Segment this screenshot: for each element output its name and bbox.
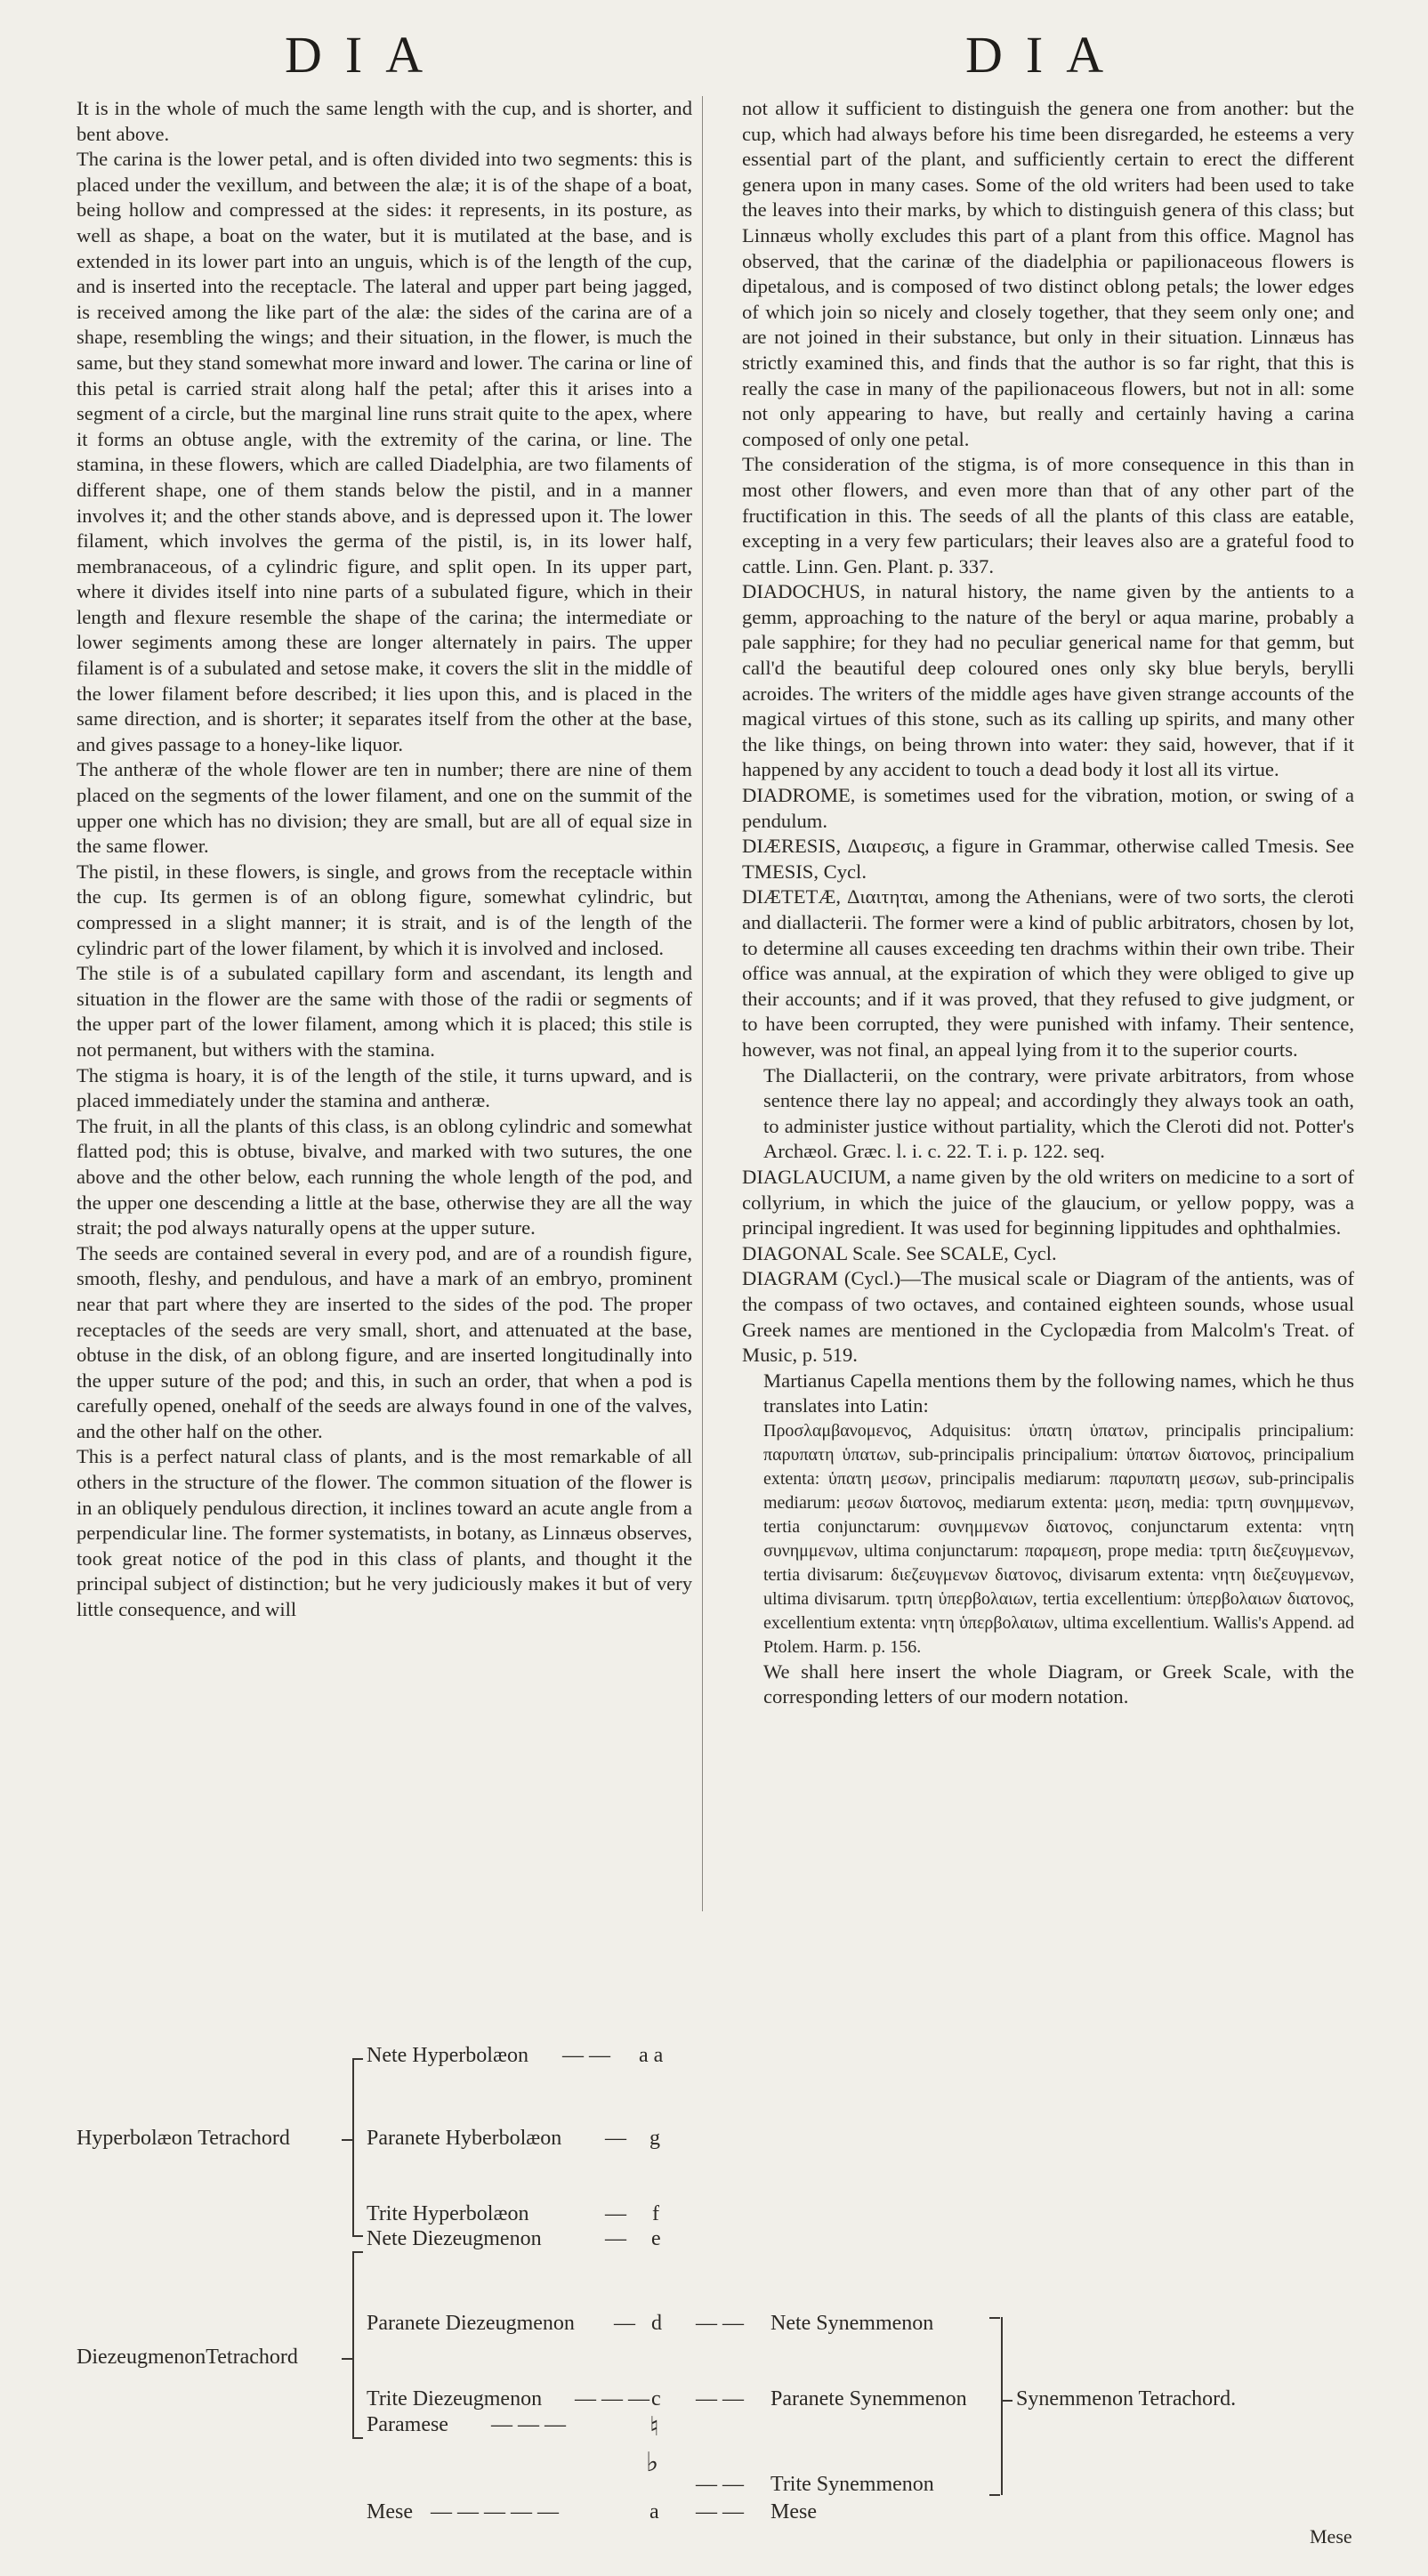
greek-names: Προσλαμβανομενος, Adquisitus: ὑπατη ὑπατων, principalis principalium: παρυπατη ὑπατων, sub-principalis principalium: ὑπατων διατονος, principalium extenta: ὑπατη μεσων, principalis mediarum: παρυπατη μεσων, sub-principalis mediarum: μεσων διατονος, mediarum extenta: μεση, media: τριτη συνημμενων, tertia conjunctarum: συνημμενων διατονος, conjunctarum extenta: νητη συνημμενων, ultima conjunctarum: παραμεση, prope media: τριτη διεζευγμενων, tertia divisarum: διεζευγμενων διατονος, divisarum extenta: νητη διεζευγμενων, ultima divisarum. τριτη ὑπερβολαιων, tertia excellentium: ὑπερβολαιων διατονος, excellentium extenta: νητη ὑπερβολαιων, ultima excellentium. Wallis's Append. ad Ptolem. Harm. p. 156.	[763, 1420, 1354, 1657]
brace-tip	[352, 2235, 363, 2237]
paragraph: The consideration of the stigma, is of more consequence in this than in most other flowers, and even more than that of any other part of the fructification in this. The seeds of all the plants of this class are eatable, excepting in a very few particulars; their leaves also are a grateful food to cattle. Linn. Gen. Plant. p. 337.	[742, 453, 1354, 577]
dash: — —	[696, 2387, 744, 2410]
note-f: f	[652, 2202, 659, 2225]
running-header-right: DIA	[965, 26, 1127, 84]
dash: — —	[562, 2044, 610, 2067]
diezeugmenon-brace	[352, 2251, 354, 2438]
paragraph: The Diallacterii, on the contrary, were private arbitrators, from whose sentence there lay no appeal; and accordingly they always took an oath, to administer justice without partiality, which the Cleroti did not. Potter's Archæol. Græc. l. i. c. 22. T. i. p. 122. seq.	[763, 1063, 1354, 1163]
dash: — — —	[491, 2413, 566, 2436]
paragraph: The pistil, in these flowers, is single, and grows from the receptacle within the cup. Its germen is of an oblong figure, somewhat cylindric, but compressed in a slight manner; it is strait, and is of the length of the cylindric part of the lower filament, by which it is involved and inclosed.	[77, 860, 692, 959]
trite-synemmenon: Trite Synemmenon	[770, 2473, 934, 2496]
brace-tip	[352, 2251, 363, 2253]
column-divider	[702, 96, 703, 1911]
entry-diagram: DIAGRAM (Cycl.)—The musical scale or Diagram of the antients, was of the compass of two octaves, and contained eighteen sounds, whose usual Greek names are mentioned in the Cyclopædia from Malcolm's Treat. of Music, p. 519.	[742, 1267, 1354, 1367]
dash: — —	[696, 2312, 744, 2335]
entry-diadochus: DIADOCHUS, in natural history, the name given by the antients to a gemm, approaching to the nature of the beryl or aqua marine, probably a pale sapphire; for they had no peculiar generical name for that gemm, but call'd the beautiful deep coloured ones only sky blue beryls, berylli acroides. The writers of the middle ages have given strange accounts of the magical virtues of this stone, such as its calling up spirits, and many other the like things, on being thrown into water: they said, however, that if it happened by any accident to touch a dead body it lost all its virtue.	[742, 580, 1354, 781]
left-column	[77, 96, 692, 1623]
paragraph: It is in the whole of much the same length with the cup, and is shorter, and bent above.	[77, 97, 692, 145]
note-d: d	[651, 2312, 662, 2335]
dash: —	[605, 2127, 626, 2150]
brace-point	[342, 2139, 352, 2141]
paragraph: The antheræ of the whole flower are ten in number; there are nine of them placed on the segments of the lower filament, and one on the summit of the upper one which has no division; they are small, but are all of equal size in the same flower.	[77, 758, 692, 858]
mese: Mese	[367, 2500, 413, 2524]
dash: — —	[696, 2473, 744, 2496]
flat-sign: ♭	[646, 2448, 659, 2477]
note-aa: a a	[639, 2044, 664, 2067]
dash: —	[605, 2202, 626, 2225]
nete-synemmenon: Nete Synemmenon	[770, 2312, 934, 2335]
brace-point	[1002, 2400, 1013, 2402]
entry-diaetetae: DIÆTETÆ, Διαιτηται, among the Athenians, were of two sorts, the cleroti and diallacterii. The former were a kind of public arbitrators, chosen by lot, to determine all causes exceeding ten drachms within their own tribe. Their office was annual, at the expiration of which they were obliged to give up their accounts; and if it was proved, that they refused to give judgment, or to have been corrupted, they were punished with infamy. Their sentence, however, was not final, an appeal lying from it to the superior courts.	[742, 885, 1354, 1061]
mese-synemmenon: Mese	[770, 2500, 817, 2524]
dash: — — — — —	[431, 2500, 559, 2524]
brace-tip	[989, 2494, 1000, 2496]
brace-point	[342, 2358, 352, 2360]
trite-diezeugmenon: Trite Diezeugmenon	[367, 2387, 543, 2410]
brace-tip	[352, 2437, 363, 2439]
paragraph: This is a perfect natural class of plants, and is the most remarkable of all others in the structure of the flower. The common situation of the flower is in an obliquely pendulous direction, it inclines toward an acute angle from a perpendicular line. The former systematists, in botany, as Linnæus observes, took great notice of the pod in this class of plants, and thought it the principal subject of distinction; but he very judiciously makes it but of very little consequence, and will	[77, 1445, 692, 1621]
hyperbolaeon-tetrachord-label: Hyperbolæon Tetrachord	[77, 2127, 290, 2150]
brace-tip	[352, 2058, 363, 2060]
paragraph: The stile is of a subulated capillary form and ascendant, its length and situation in the flower are the same with those of the radii or segments of the upper part of the lower filament, among which it is placed; this stile is not permanent, but withers with the stamina.	[77, 962, 692, 1061]
nete-hyperbolaeon: Nete Hyperbolæon	[367, 2044, 528, 2067]
entry-diaglaucium: DIAGLAUCIUM, a name given by the old writers on medicine to a sort of collyrium, in which the juice of the glaucium, or yellow poppy, was a principal ingredient. It was used for beginning lippitudes and ophthalmies.	[742, 1165, 1354, 1240]
dash: — — —	[575, 2387, 649, 2410]
note-g: g	[649, 2127, 660, 2150]
hyperbolaeon-brace	[352, 2058, 354, 2236]
paranete-hyperbolaeon: Paranete Hyberbolæon	[367, 2127, 562, 2150]
dash: —	[614, 2312, 635, 2335]
dash: —	[605, 2227, 626, 2250]
note-e: e	[651, 2227, 661, 2250]
trite-hyperbolaeon: Trite Hyperbolæon	[367, 2202, 529, 2225]
paragraph: The stigma is hoary, it is of the length of the stile, it turns upward, and is placed immediately under the stamina and antheræ.	[77, 1063, 692, 1112]
paragraph: The fruit, in all the plants of this class, is an oblong cylindric and somewhat flatted pod; this is obtuse, bivalve, and marked with two sutures, the one above and the other below, each running the whole length of the pod, and the upper one descending a little at the base, otherwise they are all the way strait; the pod always naturally opens at the upper suture.	[77, 1114, 692, 1240]
catchword: Mese	[1310, 2525, 1352, 2548]
dash: — —	[696, 2500, 744, 2524]
nete-diezeugmenon: Nete Diezeugmenon	[367, 2227, 542, 2250]
brace-tip	[989, 2317, 1000, 2319]
running-header-left: DIA	[285, 26, 447, 84]
paragraph: The carina is the lower petal, and is often divided into two segments: this is placed under the vexillum, and between the alæ; it is of the shape of a boat, being hollow and compressed at the sides: it represents, in its posture, as well as shape, a boat on the water, but it is mutilated at the base, and is extended in its lower part into an unguis, which is of the length of the cup, and is inserted into the receptacle. The lateral and upper part being jagged, is received among the like part of the alæ: the sides of the carina are of a shape, resembling the wings; and their situation, in the flower, is much the same, but they stand somewhat more inward and lower. The carina or line of this petal is carried strait along half the petal; after this it arises into a segment of a circle, but the marginal line runs strait quite to the apex, where it forms an obtuse angle, with the extremity of the carina, or line. The stamina, in these flowers, which are called Diadelphia, are two filaments of different shape, one of them stands below the pistil, and in a manner involves it; and the other stands above, and is depressed upon it. The lower filament, which involves the germa of the pistil, is, in its lower half, membranaceous, of a cylindric figure, and split open. In its upper part, where it divides itself into nine parts of a subulated figure, which in their length and flexure resemble the shape of the carina; the intermediate or lower segiments among these are longer alternately in pairs. The upper filament is of a subulated and setose make, it covers the slit in the middle of the lower filament before described; it lies upon this, and is placed in the same direction, and is shorter; it separates itself from the other at the base, and gives passage to a honey-like liquor.	[77, 148, 692, 755]
paragraph: We shall here insert the whole Diagram, or Greek Scale, with the corresponding letters of our modern notation.	[763, 1659, 1354, 1708]
entry-diagonal: DIAGONAL Scale. See SCALE, Cycl.	[742, 1241, 1057, 1264]
entry-diaeresis: DIÆRESIS, Διαιρεσις, a figure in Grammar, otherwise called Tmesis. See TMESIS, Cycl.	[742, 835, 1354, 883]
right-column	[742, 96, 1354, 1710]
paranete-synemmenon: Paranete Synemmenon	[770, 2387, 967, 2410]
paramese: Paramese	[367, 2413, 448, 2436]
synemmenon-brace	[1000, 2317, 1003, 2495]
entry-diadrome: DIADROME, is sometimes used for the vibration, motion, or swing of a pendulum.	[742, 784, 1354, 832]
paragraph: not allow it sufficient to distinguish the genera one from another: but the cup, which had always before his time been disregarded, he esteems a very essential part of the plant, and sufficiently certain to erect the different genera upon in many cases. Some of the old writers had been used to take the leaves into their marks, by which to distinguish genera of this class; but Linnæus wholly excludes this part of a plant from this office. Magnol has observed, that the carinæ of the diadelphia or papilionaceous flowers is dipetalous, and is composed of two distinct oblong petals; the lower edges of which join so nicely and closely together, that they seem only one; and are not joined in their substance, but only in their situation. Linnæus has strictly examined this, and finds that the author is so far right, that this is really the case in many of the papilionaceous flowers, but not in all: some not only appearing to have, but really and certainly having a carina composed of only one petal.	[742, 97, 1354, 450]
diezeugmenon-tetrachord-label: DiezeugmenonTetrachord	[77, 2346, 298, 2369]
note-a: a	[649, 2500, 659, 2524]
natural-sign: ♮	[649, 2412, 659, 2442]
paragraph: Martianus Capella mentions them by the following names, which he thus translates into Latin:	[763, 1369, 1354, 1417]
paragraph: The seeds are contained several in every pod, and are of a roundish figure, smooth, fleshy, and pendulous, and have a mark of an embryo, prominent near that part where they are inserted to the sides of the pod. The proper receptacles of the seeds are very small, short, and attenuated at the base, obtuse in the disk, of an oblong figure, and are inserted longitudinally into the upper suture of the pod; and this, in such an order, that when a pod is carefully opened, onehalf of the seeds are always found in one of the valves, and the other half on the other.	[77, 1241, 692, 1442]
note-c: c	[651, 2387, 661, 2410]
paranete-diezeugmenon: Paranete Diezeugmenon	[367, 2312, 575, 2335]
synemmenon-tetrachord-label: Synemmenon Tetrachord.	[1016, 2387, 1237, 2410]
